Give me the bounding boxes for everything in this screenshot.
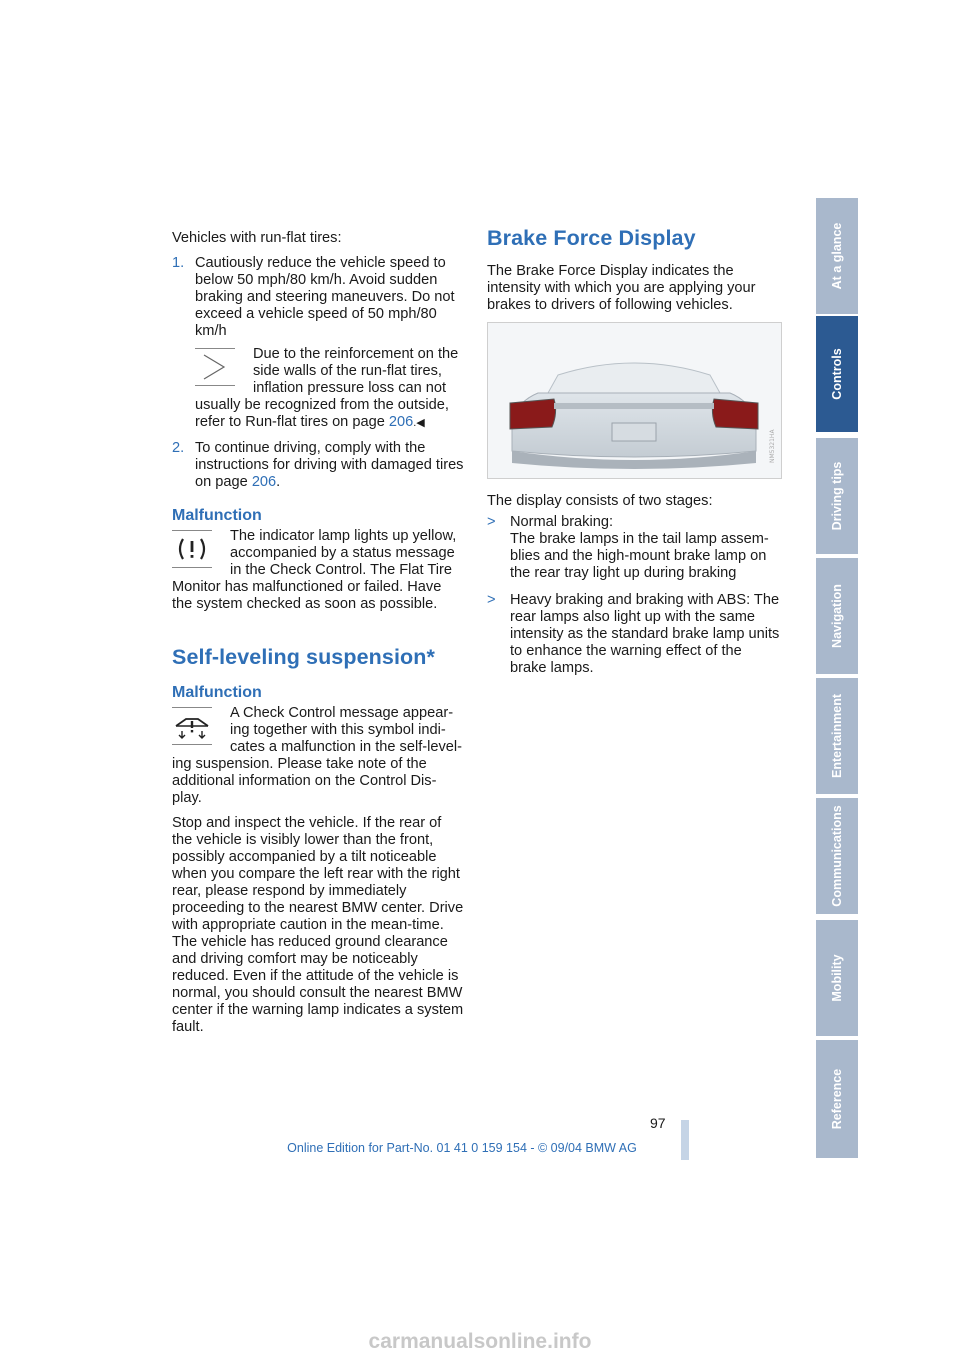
tab-label: Communications xyxy=(830,805,844,907)
tab-label: Navigation xyxy=(830,584,844,648)
step-1 xyxy=(172,255,464,340)
tab-label: Reference xyxy=(830,1068,844,1130)
step-number: 2. xyxy=(172,440,185,456)
section-title-brake-force: Brake Force Display xyxy=(487,226,696,250)
note-triangle-icon xyxy=(195,348,235,386)
step-text: Cautiously reduce the vehicle speed to below 50 mph/80 km/h. Avoid sudden braking and steering maneuvers. Do not exceed a vehicle speed of 50 mph/80 km/h xyxy=(195,255,455,339)
left-column xyxy=(172,230,464,1044)
note-block xyxy=(172,346,464,432)
bullet-marker: > xyxy=(487,514,496,530)
suspension-malfunction-block xyxy=(172,705,464,807)
stage-text: The brake lamps in the tail lamp assem-blies and the high-mount brake lamp on the rear tray light up during braking xyxy=(510,531,769,581)
footer-edition-text: Online Edition for Part-No. 01 41 0 159 154 - © 09/04 BMW AG xyxy=(287,1141,637,1155)
note-page-link[interactable]: 206 xyxy=(388,414,414,430)
malfunction-block xyxy=(172,528,464,613)
suspension-malfunction-text: A Check Control message appear-ing together with this symbol indi-cates a malfunction in the self-level-ing suspension. Please take note of the additional information on the Control Dis-play. xyxy=(172,705,462,806)
note-end-mark: .◀ xyxy=(413,417,425,429)
section-title-self-leveling: Self-leveling suspension* xyxy=(172,645,435,669)
tab-at-a-glance[interactable] xyxy=(816,198,858,316)
page-number: 97 xyxy=(650,1115,666,1131)
tab-mobility[interactable] xyxy=(816,920,858,1038)
note-text: Due to the reinforcement on the side walls of the run-flat tires, inflation pressure loss can not usually be recognized from the outside, refer to Run-flat tires on page xyxy=(195,346,459,430)
stage-normal xyxy=(487,514,782,582)
tab-controls[interactable] xyxy=(816,316,858,434)
tab-driving-tips[interactable] xyxy=(816,438,858,556)
run-flat-intro: Vehicles with run-flat tires: xyxy=(172,230,342,246)
step-text-end: . xyxy=(276,474,281,490)
suspension-warning-icon xyxy=(172,707,212,745)
malfunction-text: The indicator lamp lights up yellow, accompanied by a status message in the Check Control. The Flat Tire Monitor has malfunctioned or failed. Have the system checked as soon as possible. xyxy=(172,528,457,612)
stage-text: Heavy braking and braking with ABS: The rear lamps also light up with the same intensity as the standard brake lamp units to enhance the warning effect of the brake lamps. xyxy=(510,592,780,676)
step-page-link[interactable]: 206 xyxy=(251,474,277,490)
svg-text:NM5321HA: NM5321HA xyxy=(769,429,776,463)
step-number: 1. xyxy=(172,255,185,271)
brake-force-intro: The Brake Force Display indicates the intensity with which you are applying your brakes to drivers of following vehicles. xyxy=(487,263,756,313)
bullet-marker: > xyxy=(487,592,496,608)
malfunction-heading: Malfunction xyxy=(172,507,262,524)
stages-intro: The display consists of two stages: xyxy=(487,493,713,509)
car-rear-illustration xyxy=(487,322,782,479)
stage-title: Normal braking: xyxy=(510,514,614,530)
tab-label: Entertainment xyxy=(830,693,844,779)
tab-communications[interactable] xyxy=(816,798,858,916)
tab-navigation[interactable] xyxy=(816,558,858,676)
right-column xyxy=(487,226,782,683)
watermark: carmanualsonline.info xyxy=(368,1330,592,1353)
tab-label: Controls xyxy=(830,348,844,400)
tab-label: At a glance xyxy=(830,222,844,290)
chapter-sidebar xyxy=(816,198,858,1160)
malfunction-heading-2: Malfunction xyxy=(172,684,262,701)
tab-entertainment[interactable] xyxy=(816,678,858,796)
tab-label: Driving tips xyxy=(830,461,844,531)
suspension-paragraph: Stop and inspect the vehicle. If the rear of the vehicle is visibly lower than the front, possibly accompanied by a tilt noticeable when you compare the left rear with the right rear, please respond by immediately proceeding to the nearest BMW center. Drive with appropriate caution in the mean-time. The vehicle has reduced ground clearance and driving comfort may be noticeably reduced. Even if the attitude of the vehicle is normal, you should consult the nearest BMW center if the warning lamp indicates a system fault. xyxy=(172,815,464,1035)
tire-warning-icon xyxy=(172,530,212,568)
tab-label: Mobility xyxy=(830,954,844,1002)
step-text: To continue driving, comply with the instructions for driving with damaged tires on page xyxy=(195,440,464,490)
stage-heavy xyxy=(487,592,782,677)
step-2 xyxy=(172,440,464,491)
